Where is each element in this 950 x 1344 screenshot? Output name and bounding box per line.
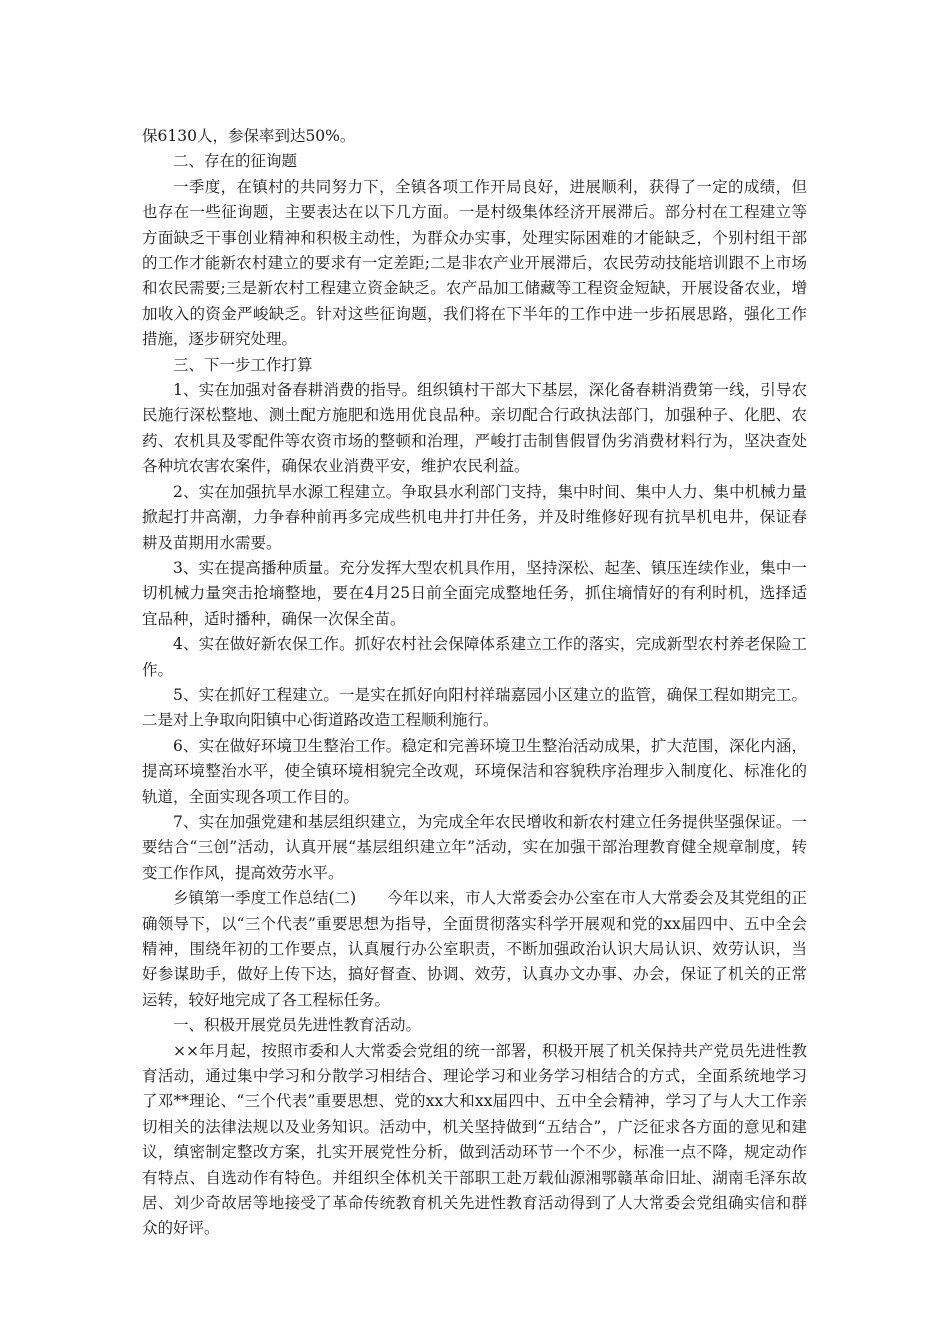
paragraph-0: 保6130人，参保率到达50%。 — [142, 127, 356, 145]
section-heading-party-education: 一、积极开展党员先进性教育活动。 — [173, 1016, 422, 1035]
paragraph-party-education: ××年月起，按照市委和人大常委会党组的统一部署，积极开展了机关保持共产党员先进性教育活动，通过集中学习和分散学习相结合、理论学习和业务学习相结合的方式，全面系统地学习了邓**理论、“三个代表”重要思想、党的xx大和xx届四中、五中全会精神，学习了与人大工作亲切相关的法律法规以及业务知识。活动中，机关坚持做到“五结合”，广泛征求各方面的意见和建议，缜密制定整改方案，扎实开展党性分析，做到活动环节一个不少，标准一点不降，规定动作有特点、自选动作有特色。并组织全体机关干部职工赴万载仙源湘鄂赣革命旧址、湖南毛泽东故居、刘少奇故居等地接受了革命传统教育机关先进性教育活动得到了人大常委会党组确实信和群众的好评。 — [142, 1041, 807, 1238]
paragraph-item-5: 5、实在抓好工程建立。一是实在抓好向阳村祥瑞嘉园小区建立的监管，确保工程如期完工。二是对上争取向阳镇中心街道路改造工程顺利施行。 — [142, 685, 807, 730]
paragraph-item-3: 3、实在提高播种质量。充分发挥大型农机具作用，坚持深松、起垄、镇压连续作业，集中一切机械力量突击抢墒整地，要在4月25日前全面完成整地任务，抓住墒情好的有利时机，选择适宜品种，适时播种，确保一次保全苗。 — [142, 558, 807, 628]
paragraph-problems: 一季度，在镇村的共同努力下，全镇各项工作开局良好，进展顺利，获得了一定的成绩，但也存在一些征询题，主要表达在以下几方面。一是村级集体经济开展滞后。部分村在工程建立等方面缺乏干事创业精神和积极主动性，为群众办实事，处理实际困难的才能缺乏，个别村组干部的工作才能新农村建立的要求有一定差距;二是非农产业开展滞后，农民劳动技能培训跟不上市场和农民需要;三是新农村工程建立资金缺乏。农产品加工储藏等工程资金短缺，开展设备农业，增加收入的资金严峻缺乏。针对这些征询题，我们将在下半年的工作中进一步拓展思路，强化工作措施，逐步研究处理。 — [142, 177, 807, 349]
document-body — [142, 124, 807, 1242]
paragraph-item-4: 4、实在做好新农保工作。抓好农村社会保障体系建立工作的落实，完成新型农村养老保险工作。 — [142, 635, 807, 679]
paragraph-summary-two-intro: 乡镇第一季度工作总结(二) 今年以来，市人大常委会办公室在市人大常委会及其党组的正确领导下，以“三个代表”重要思想为指导，全面贯彻落实科学开展观和党的xx届四中、五中全会精神，围绕年初的工作要点，认真履行办公室职责，不断加强政治认识大局认识、效劳认识，当好参谋助手，做好上传下达，搞好督查、协调、效劳，认真办文办事、办会，保证了机关的正常运转，较好地完成了各工程标任务。 — [142, 889, 807, 1009]
section-heading-problems: 二、存在的征询题 — [173, 152, 298, 171]
paragraph-item-2: 2、实在加强抗旱水源工程建立。争取县水利部门支持，集中时间、集中人力、集中机械力量掀起打井高潮，力争春种前再多完成些机电井打井任务，并及时维修好现有抗旱机电井，保证春耕及苗期用水需要。 — [142, 482, 807, 552]
paragraph-item-1: 1、实在加强对备春耕消费的指导。组织镇村干部大下基层，深化备春耕消费第一线，引导农民施行深松整地、测土配方施肥和选用优良品种。亲切配合行政执法部门，加强种子、化肥、农药、农机具及零配件等农资市场的整顿和治理，严峻打击制售假冒伪劣消费材料行为，坚决查处各种坑农害农案件，确保农业消费平安，维护农民利益。 — [142, 381, 807, 476]
paragraph-item-7: 7、实在加强党建和基层组织建立，为完成全年农民增收和新农村建立任务提供坚强保证。一要结合“三创”活动，认真开展“基层组织建立年”活动，实在加强干部治理教育健全规章制度，转变工作作风，提高效劳水平。 — [142, 812, 807, 882]
section-heading-next-steps: 三、下一步工作打算 — [173, 355, 313, 374]
paragraph-item-6: 6、实在做好环境卫生整治工作。稳定和完善环境卫生整治活动成果，扩大范围，深化内涵，提高环境整治水平，使全镇环境相貌完全改观，环境保洁和容貌秩序治理步入制度化、标准化的轨道，全面实现各项工作目的。 — [142, 736, 807, 806]
